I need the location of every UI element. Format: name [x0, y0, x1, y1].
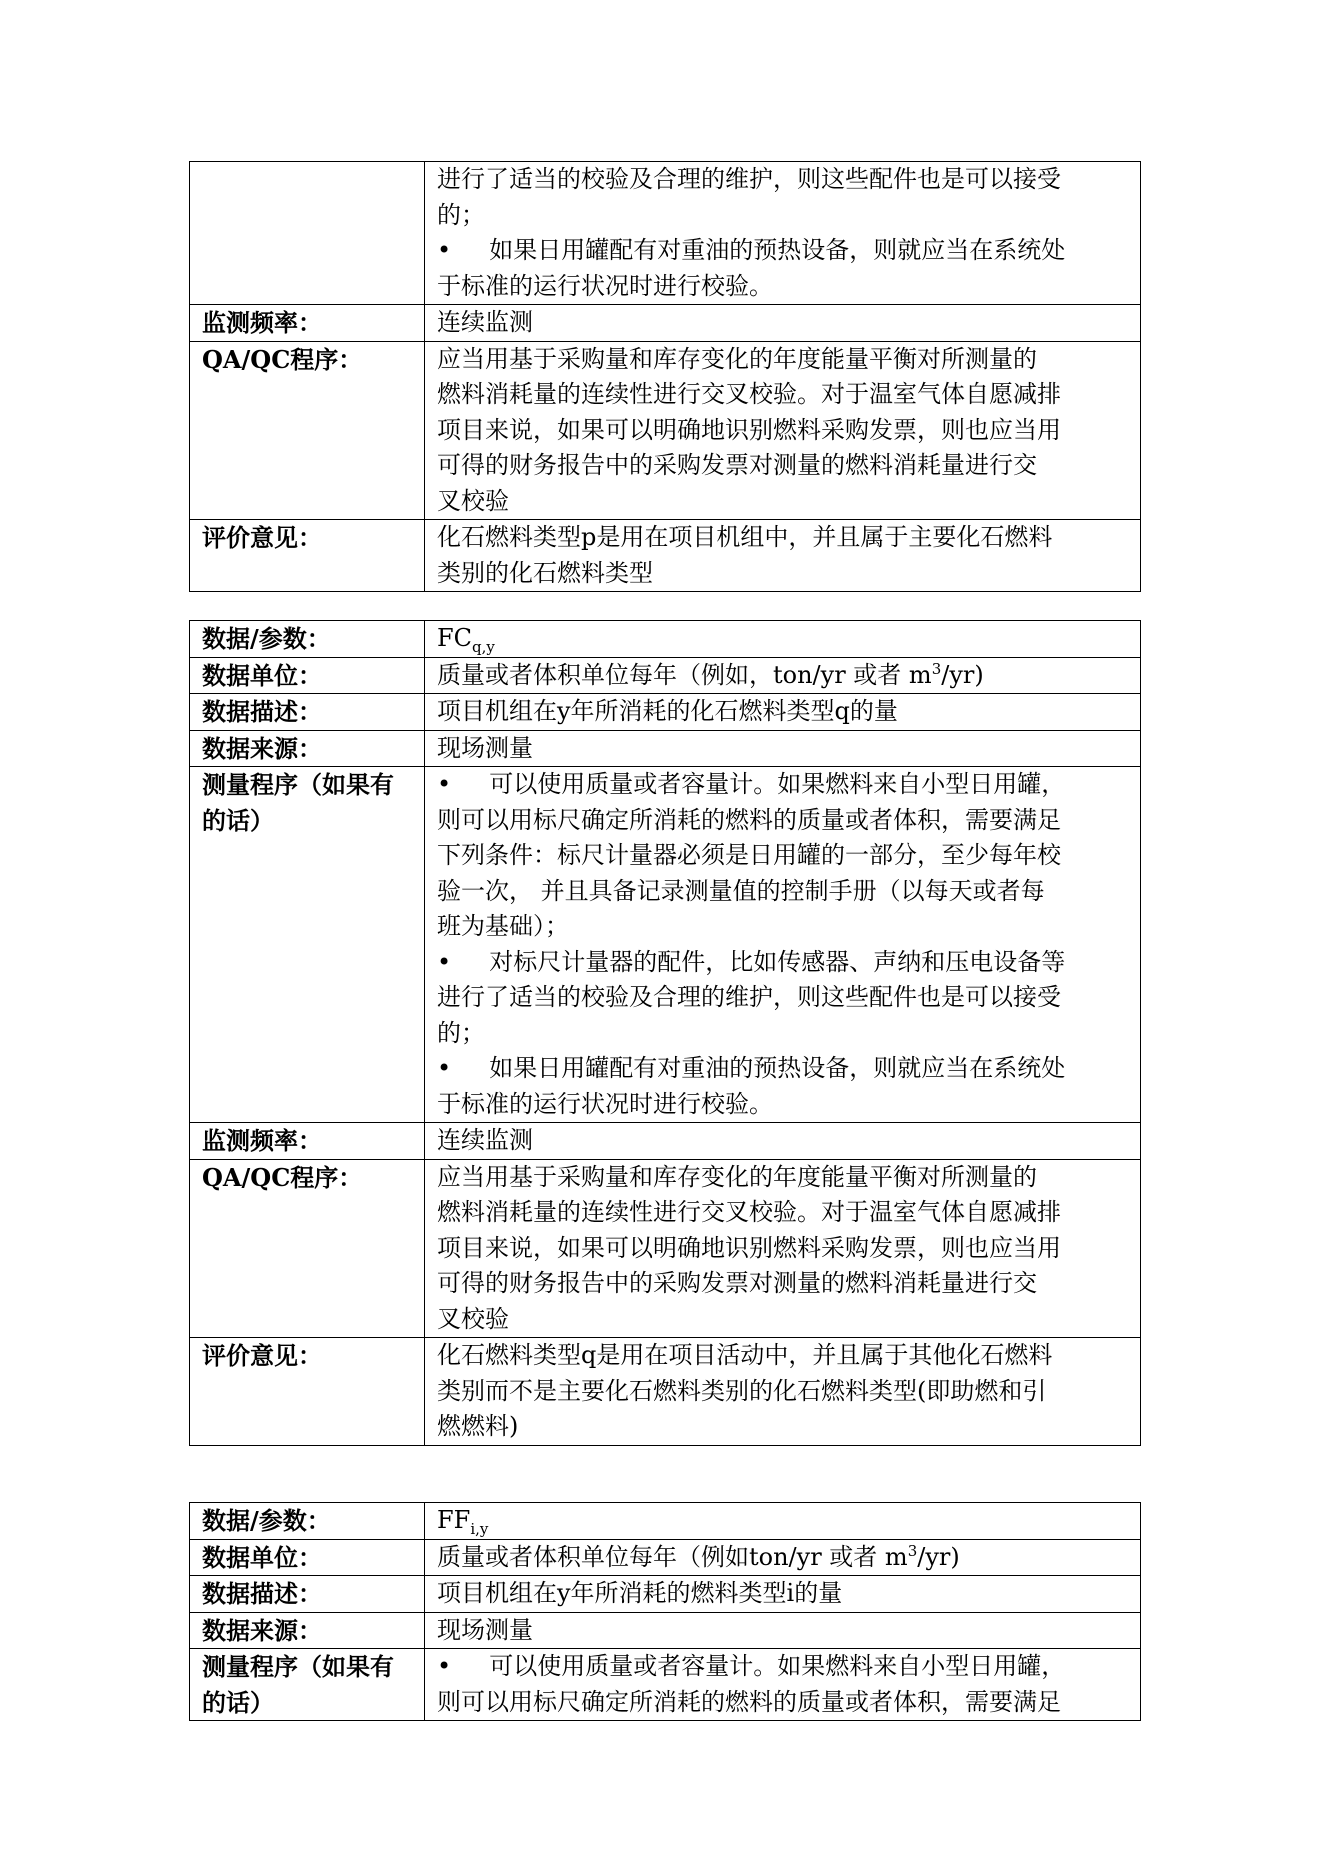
param-row: [190, 1503, 1141, 1540]
table-1-body: [190, 162, 1141, 592]
text-line: • 如果日用罐配有对重油的预热设备，则就应当在系统处: [437, 236, 1066, 264]
row-value: [425, 1123, 1141, 1160]
text-line: 下列条件：标尺计量器必须是日用罐的一部分，至少每年校: [437, 841, 1061, 869]
text-line: 叉校验: [437, 1304, 509, 1333]
row-value: [425, 305, 1141, 342]
unit-value: 质量或者体积单位每年（例如ton/yr 或者 $m^3/yr$): [425, 1539, 1141, 1576]
row-value: [425, 694, 1141, 731]
table-row: [190, 305, 1141, 342]
table-3-body: [190, 1503, 1141, 1721]
param-value: $FF_{i,y}$: [425, 1503, 1141, 1540]
text-line: 叉校验: [437, 486, 509, 515]
row-value: [425, 1576, 1141, 1613]
text-line: 连续监测: [437, 308, 533, 336]
table-row: [190, 1159, 1141, 1338]
row-key: 监测频率：: [190, 305, 425, 342]
text-line: 应当用基于采购量和库存变化的年度能量平衡对所测量的: [437, 1162, 1037, 1191]
text-line: 则可以用标尺确定所消耗的燃料的质量或者体积，需要满足: [437, 1687, 1061, 1716]
table-row: [190, 694, 1141, 731]
text-line: 项目来说，如果可以明确地识别燃料采购发票，则也应当用: [437, 1233, 1061, 1262]
text-line: 类别的化石燃料类型: [437, 558, 653, 587]
param-key: 数据/参数：: [190, 1503, 425, 1540]
unit-key: 数据单位：: [190, 657, 425, 694]
text-line: 项目机组在y年所消耗的燃料类型i的量: [437, 1579, 843, 1607]
text-line: 现场测量: [437, 1615, 533, 1644]
table-row: [190, 767, 1141, 1123]
row-value: [425, 1649, 1141, 1721]
text-line: 进行了适当的校验及合理的维护，则这些配件也是可以接受: [437, 983, 1061, 1011]
text-line: 班为基础）；: [437, 912, 569, 940]
param-subscript: i,y: [470, 1520, 489, 1538]
text-line: 进行了适当的校验及合理的维护，则这些配件也是可以接受: [437, 165, 1061, 193]
row-value: [425, 341, 1141, 520]
table-2-body: [190, 621, 1141, 1446]
table-2-fc: [189, 620, 1141, 1446]
text-line: • 可以使用质量或者容量计。如果燃料来自小型日用罐，: [437, 770, 1066, 798]
row-key: 评价意见：: [190, 1338, 425, 1446]
text-line: 则可以用标尺确定所消耗的燃料的质量或者体积，需要满足: [437, 805, 1061, 834]
text-line: 化石燃料类型p是用在项目机组中，并且属于主要化石燃料: [437, 523, 1053, 551]
row-value: [425, 1338, 1141, 1446]
row-key: 数据描述：: [190, 1576, 425, 1613]
unit-key: 数据单位：: [190, 1539, 425, 1576]
text-line: 类别而不是主要化石燃料类别的化石燃料类型(即助燃和引: [437, 1376, 1047, 1405]
unit-value: 质量或者体积单位每年（例如，ton/yr 或者 $m^3/yr$): [425, 657, 1141, 694]
param-key: 数据/参数：: [190, 621, 425, 658]
text-line: 连续监测: [437, 1126, 533, 1154]
unit-superscript: 3: [907, 1541, 918, 1560]
row-key: QA/QC程序：: [190, 1159, 425, 1338]
table-row: [190, 520, 1141, 592]
text-line: 的；: [437, 200, 485, 229]
table-row: [190, 1649, 1141, 1721]
table-row: [190, 730, 1141, 767]
table-row: [190, 1338, 1141, 1446]
unit-row: [190, 1539, 1141, 1576]
row-key: [190, 162, 425, 305]
text-line: 验一次， 并且具备记录测量值的控制手册（以每天或者每: [437, 876, 1045, 905]
text-line: • 如果日用罐配有对重油的预热设备，则就应当在系统处: [437, 1054, 1066, 1082]
text-line: 可得的财务报告中的采购发票对测量的燃料消耗量进行交: [437, 451, 1037, 479]
row-value: [425, 520, 1141, 592]
row-key: 数据来源：: [190, 1612, 425, 1649]
row-key: 测量程序（如果有的话）: [190, 1649, 425, 1721]
text-line: 化石燃料类型q是用在项目活动中，并且属于其他化石燃料: [437, 1341, 1053, 1369]
row-key: 评价意见：: [190, 520, 425, 592]
row-key: 监测频率：: [190, 1123, 425, 1160]
row-key: QA/QC程序：: [190, 341, 425, 520]
unit-row: [190, 657, 1141, 694]
text-line: 应当用基于采购量和库存变化的年度能量平衡对所测量的: [437, 344, 1037, 373]
text-line: 的；: [437, 1018, 485, 1047]
row-key: 数据来源：: [190, 730, 425, 767]
text-line: 可得的财务报告中的采购发票对测量的燃料消耗量进行交: [437, 1269, 1037, 1297]
text-line: 燃料消耗量的连续性进行交叉校验。对于温室气体自愿减排: [437, 380, 1061, 408]
text-line: 项目来说，如果可以明确地识别燃料采购发票，则也应当用: [437, 415, 1061, 444]
row-key: 测量程序（如果有的话）: [190, 767, 425, 1123]
text-line: 燃料消耗量的连续性进行交叉校验。对于温室气体自愿减排: [437, 1198, 1061, 1226]
text-line: • 可以使用质量或者容量计。如果燃料来自小型日用罐，: [437, 1652, 1066, 1680]
table-3-ff: [189, 1502, 1141, 1721]
row-value: [425, 730, 1141, 767]
table-row: [190, 341, 1141, 520]
param-value: $FC_{q,y}$: [425, 621, 1141, 658]
text-line: 燃燃料): [437, 1412, 519, 1440]
text-line: • 对标尺计量器的配件，比如传感器、声纳和压电设备等: [437, 947, 1066, 976]
unit-superscript: 3: [931, 659, 942, 678]
table-row: [190, 162, 1141, 305]
text-line: 于标准的运行状况时进行校验。: [437, 271, 773, 300]
row-value: [425, 162, 1141, 305]
text-line: 于标准的运行状况时进行校验。: [437, 1089, 773, 1118]
text-line: 现场测量: [437, 733, 533, 762]
text-line: 项目机组在y年所消耗的化石燃料类型q的量: [437, 697, 898, 725]
table-1-continued: [189, 161, 1141, 592]
param-subscript: q,y: [472, 638, 495, 656]
table-row: [190, 1612, 1141, 1649]
param-row: [190, 621, 1141, 658]
table-row: [190, 1123, 1141, 1160]
row-value: [425, 1612, 1141, 1649]
row-value: [425, 1159, 1141, 1338]
row-key: 数据描述：: [190, 694, 425, 731]
row-value: [425, 767, 1141, 1123]
table-row: [190, 1576, 1141, 1613]
